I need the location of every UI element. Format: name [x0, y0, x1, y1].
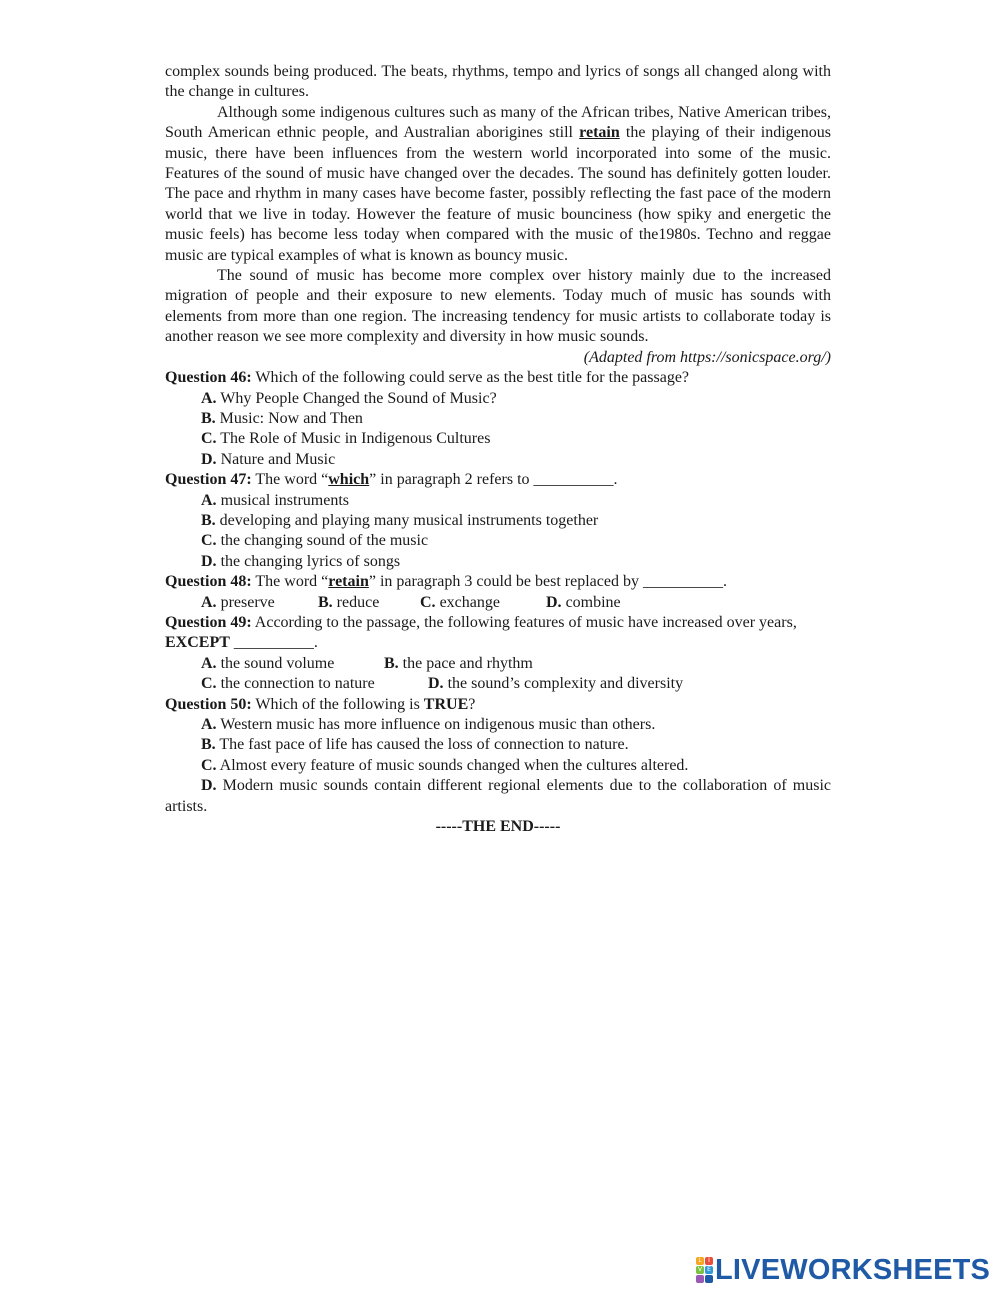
q49-except: EXCEPT: [165, 634, 230, 652]
logo-block: [696, 1275, 704, 1283]
liveworksheets-logo[interactable]: [696, 1256, 990, 1284]
option-text: The Role of Music in Indigenous Cultures: [216, 430, 491, 448]
question-46: [165, 368, 831, 388]
option-text: Why People Changed the Sound of Music?: [216, 389, 497, 407]
option-key: A.: [201, 389, 217, 407]
q48-option-b[interactable]: [318, 593, 420, 613]
passage-paragraph-3: The sound of music has become more complex over history mainly due to the increased migration of people and their exposure to new elements. Today much of music has sounds with elements from more than one region. The increasing tendency for music artists to collaborate today is another reason we see more complexity and diversity in how music sounds.: [165, 267, 831, 346]
q49-label: Question 49:: [165, 613, 252, 631]
logo-letter-v: V: [697, 1266, 703, 1273]
option-text: Modern music sounds contain different regional elements due to the collaboration of music artists.: [165, 777, 831, 815]
option-key: D.: [201, 450, 217, 468]
passage-paragraph-1-continued: complex sounds being produced. The beats, rhythms, tempo and lyrics of songs all changed along with the change in cultures.: [165, 63, 831, 101]
option-key: D.: [428, 675, 444, 693]
option-text: The fast pace of life has caused the loss of connection to nature.: [215, 736, 629, 754]
option-key: C.: [201, 675, 217, 693]
q50-end: ?: [468, 695, 476, 713]
p2-text-a: Although some indigenous cultures such as many of the African tribes, Native American tribes, South American ethnic people, and Australian aborigines still: [165, 103, 831, 142]
q47-text-pre: The word “: [251, 471, 329, 489]
q47-text-post: ” in paragraph 2 refers to __________.: [369, 471, 618, 489]
option-text: preserve: [216, 593, 275, 611]
q47-option-b[interactable]: [165, 511, 831, 531]
q47-option-d[interactable]: [165, 552, 831, 572]
q48-text-post: ” in paragraph 3 could be best replaced by __________.: [368, 573, 727, 591]
q50-option-b[interactable]: [165, 735, 831, 755]
option-key: B.: [318, 593, 333, 611]
option-text: the pace and rhythm: [398, 654, 533, 672]
option-text: musical instruments: [216, 491, 349, 509]
q49-options-row-1: [165, 654, 831, 674]
option-text: the sound volume: [216, 654, 335, 672]
q46-option-b[interactable]: [165, 409, 831, 429]
option-key: B.: [201, 736, 216, 754]
liveworksheets-logo-text: LIVEWORKSHEETS: [715, 1254, 991, 1286]
option-key: A.: [201, 716, 217, 733]
option-key: B.: [201, 409, 216, 427]
q47-label: Question 47:: [165, 471, 252, 489]
option-key: C.: [201, 756, 217, 774]
option-key: A.: [201, 654, 217, 672]
q48-keyword: retain: [328, 573, 369, 591]
logo-letter-e: E: [705, 1266, 713, 1274]
source-citation: (Adapted from https://sonicspace.org/): [583, 348, 831, 366]
option-key: A.: [201, 491, 217, 509]
option-text: Nature and Music: [216, 450, 336, 468]
option-text: exchange: [435, 593, 500, 611]
q50-option-a[interactable]: [165, 715, 831, 735]
q50-label: Question 50:: [165, 695, 252, 713]
option-key: D.: [201, 777, 217, 795]
q50-text: Which of the following is: [251, 695, 424, 713]
q50-option-c[interactable]: [165, 756, 831, 776]
option-key: C.: [420, 593, 436, 611]
q48-options-row: [165, 593, 831, 613]
q49-option-d[interactable]: [428, 674, 683, 694]
p2-text-b: the playing of their indigenous music, there have been influences from the western world incorporated into some of the music. Features of the sound of music have changed over the decades. The sound has definitely gotten louder. The pace and rhythm in many cases have become faster, possibly reflecting the fast pace of the modern world that we live in today. However the feature of music bounciness (how spiky and energetic the music feels) has become less today when compared with the music of the1980s. Techno and reggae music are typical examples of what is known as bouncy music.: [165, 124, 831, 264]
question-50: [165, 695, 831, 715]
q50-true: TRUE: [423, 695, 469, 713]
q46-option-d[interactable]: [165, 450, 831, 470]
q47-keyword: which: [328, 471, 370, 489]
q46-option-c[interactable]: [165, 429, 831, 449]
q46-option-a[interactable]: [165, 389, 831, 409]
option-text: the connection to nature: [216, 675, 375, 693]
logo-letter-i: I: [705, 1257, 713, 1265]
q49-option-c[interactable]: [201, 674, 428, 694]
option-text: Almost every feature of music sounds changed when the cultures altered.: [216, 756, 689, 774]
option-key: B.: [201, 511, 216, 529]
option-text: Music: Now and Then: [215, 409, 363, 427]
option-key: C.: [201, 430, 217, 448]
q50-option-d[interactable]: [165, 776, 831, 817]
option-text: reduce: [332, 593, 380, 611]
question-49: [165, 613, 831, 654]
option-text: combine: [561, 593, 621, 611]
q47-option-c[interactable]: [165, 531, 831, 551]
option-text: the changing sound of the music: [216, 532, 429, 550]
question-48: [165, 572, 831, 592]
option-key: D.: [546, 593, 562, 611]
question-47: [165, 470, 831, 490]
q49-options-row-2: [165, 674, 831, 694]
q49-blank: __________.: [229, 634, 318, 652]
q47-option-a[interactable]: [165, 491, 831, 511]
q48-text-pre: The word “: [251, 573, 329, 591]
q49-option-b[interactable]: [384, 654, 533, 674]
option-key: A.: [201, 593, 217, 611]
q48-option-c[interactable]: [420, 593, 546, 613]
option-text: Western music has more influence on indigenous music than others.: [216, 716, 656, 733]
q49-option-a[interactable]: [201, 654, 384, 674]
q48-option-a[interactable]: [201, 593, 318, 613]
the-end-marker: -----THE END-----: [435, 818, 561, 836]
worksheet-page: [165, 62, 831, 837]
logo-letter-l: L: [696, 1257, 704, 1265]
q46-text: Which of the following could serve as the best title for the passage?: [251, 369, 690, 387]
option-key: D.: [201, 552, 217, 570]
q46-label: Question 46:: [165, 369, 252, 387]
option-text: developing and playing many musical instruments together: [215, 511, 599, 529]
retain-highlight: retain: [579, 124, 620, 142]
option-text: the changing lyrics of songs: [216, 552, 401, 570]
option-text: the sound’s complexity and diversity: [443, 675, 684, 693]
option-key: C.: [201, 532, 217, 550]
q49-text: According to the passage, the following features of music have increased over years,: [251, 613, 797, 631]
logo-block: [705, 1275, 713, 1283]
passage-paragraph-2: [165, 103, 831, 266]
q48-label: Question 48:: [165, 573, 252, 591]
q48-option-d[interactable]: [546, 593, 621, 613]
option-key: B.: [384, 654, 399, 672]
liveworksheets-logo-icon: [696, 1257, 713, 1283]
